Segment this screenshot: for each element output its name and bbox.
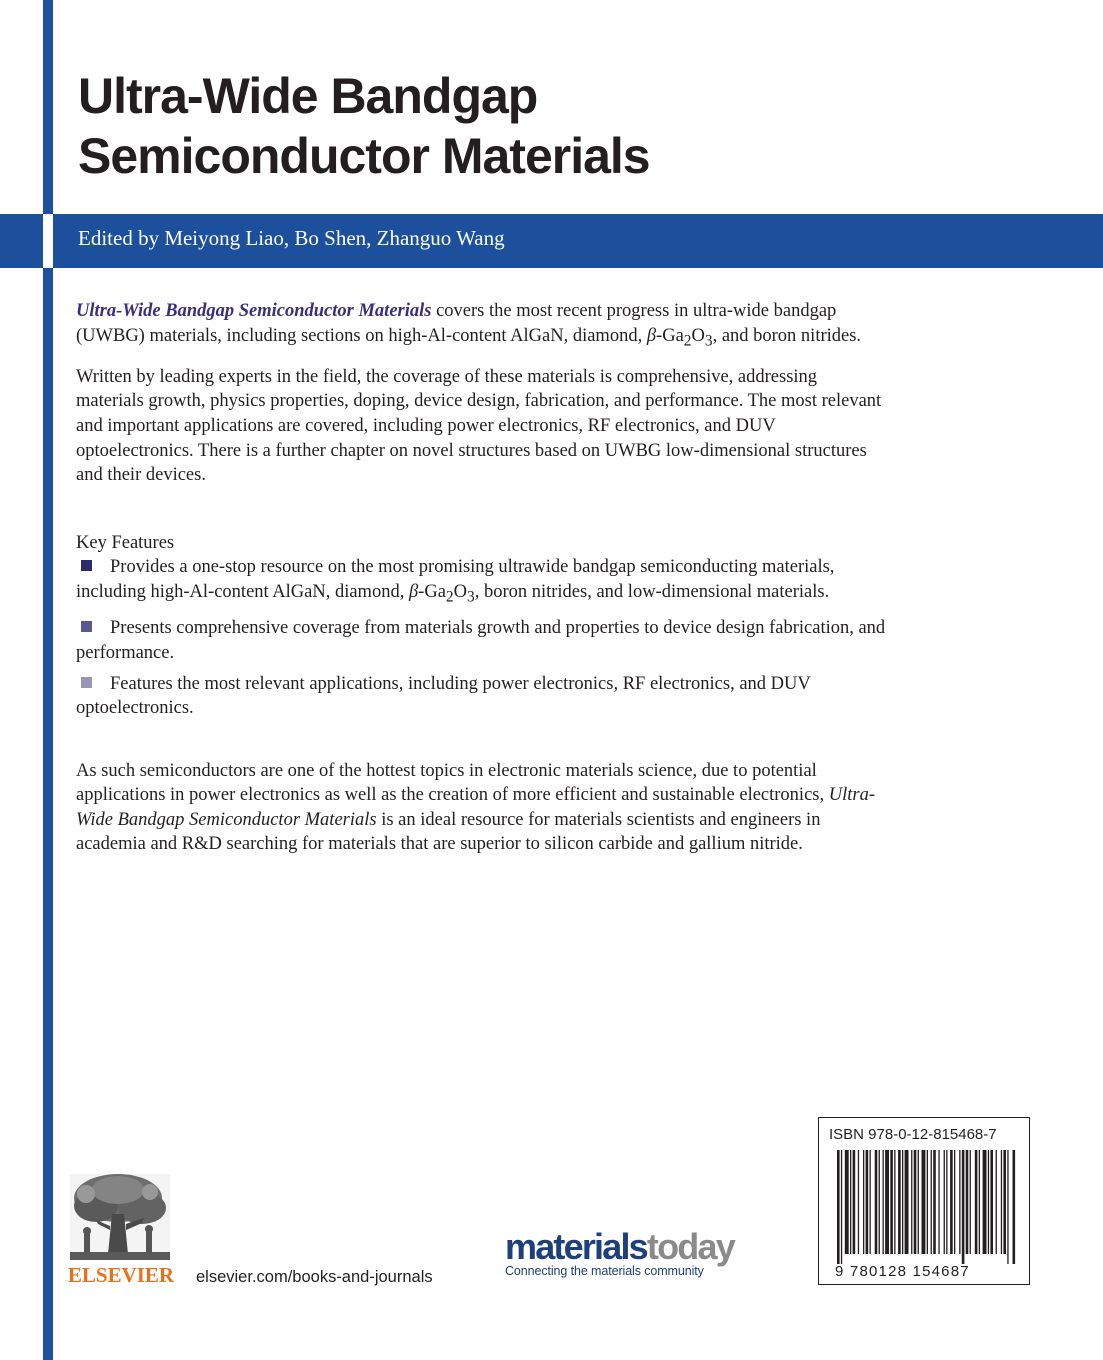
barcode-bar <box>879 1150 880 1254</box>
book-title <box>78 66 650 186</box>
barcode-bar <box>962 1150 965 1264</box>
barcode-bar <box>918 1150 919 1254</box>
barcode-bar <box>1003 1150 1006 1254</box>
intro-paragraph: Ultra-Wide Bandgap Semiconductor Materials covers the most recent progress in ultra-wide bandgap (UWBG) materials, including sections on high-Al-content AlGaN, diamond, $\beta-Ga_2O_3$, and boron nitrides. <box>76 301 862 350</box>
barcode-bar <box>927 1150 928 1254</box>
barcode-bar <box>894 1150 895 1254</box>
barcode-bar <box>979 1150 980 1254</box>
bullet-square-icon <box>81 560 92 571</box>
barcode-bar <box>875 1150 878 1254</box>
book-title-line-1: Ultra-Wide Bandgap <box>78 68 538 124</box>
closing-paragraph: As such semiconductors are one of the hottest topics in electronic materials science, due to potential applications in power electronics as well as the creation of more efficient and sustainable electronics, Ultra-Wide Bandgap Semiconductor Materials is an ideal resource for materials scientists and engineers in academia and R&D searching for materials that are superior to silicon carbide and gallium nitride. <box>76 760 875 855</box>
key-feature-item: Presents comprehensive coverage from materials growth and properties to device design fabrication, and performance. <box>76 618 886 663</box>
barcode-bar <box>996 1150 997 1254</box>
barcode-bar <box>959 1150 960 1254</box>
barcode-bar <box>938 1150 939 1254</box>
barcode-bars <box>837 1150 1015 1264</box>
bullet-square-icon <box>81 621 92 632</box>
barcode-bar <box>922 1150 926 1254</box>
key-feature-item: Features the most relevant applications, including power electronics, RF electronics, and DUV optoelectronics. <box>76 673 811 719</box>
barcode-bar <box>931 1150 932 1254</box>
barcode-bar <box>883 1150 884 1254</box>
barcode-bar <box>837 1150 840 1264</box>
barcode-bar <box>853 1150 856 1254</box>
barcode-bar <box>914 1150 917 1254</box>
band-gap <box>43 214 53 268</box>
editors-line: Edited by Meiyong Liao, Bo Shen, Zhanguo Wang <box>78 226 505 250</box>
barcode-bar <box>988 1150 989 1254</box>
barcode-bar <box>885 1150 889 1254</box>
barcode-bar <box>850 1150 851 1254</box>
barcode-bar <box>954 1150 955 1254</box>
intro-book-title: Ultra-Wide Bandgap Semiconductor Materials <box>76 301 432 321</box>
barcode-bar <box>911 1150 912 1254</box>
barcode-bar <box>975 1150 978 1254</box>
barcode-bar <box>944 1150 945 1254</box>
barcode-bar <box>858 1150 859 1254</box>
key-features-heading: Key Features <box>76 532 175 553</box>
barcode-bar <box>841 1150 842 1264</box>
publisher-url[interactable]: elsevier.com/books-and-journals <box>196 1268 433 1286</box>
barcode-bar <box>983 1150 987 1254</box>
materials-today-wordmark: materialstoday <box>505 1226 734 1267</box>
barcode-digits: 9 780128 154687 <box>835 1263 970 1280</box>
barcode-bar <box>890 1150 893 1254</box>
barcode-bar <box>990 1150 993 1254</box>
elsevier-logo <box>66 1168 176 1295</box>
barcode-bar <box>905 1150 909 1254</box>
barcode-bar <box>946 1150 947 1254</box>
barcode-bar <box>845 1150 849 1254</box>
key-feature-item: Provides a one-stop resource on the most promising ultrawide bandgap semiconducting materials, including high-Al-content AlGaN, diamond, $\beta-Ga_2O_3$, boron nitrides, and low-dimensional materials. <box>76 557 835 606</box>
description <box>76 299 888 857</box>
coverage-paragraph: Written by leading experts in the field, the coverage of these materials is comprehensive, addressing materials growth, physics properties, doping, device design, fabrication, and performance. The most relevant and important applications are covered, including power electronics, RF electronics, and DUV optoelectronics. There is a further chapter on novel structures based on UWBG low-dimensional structures and their devices. <box>76 366 882 486</box>
materials-today-logo <box>505 1228 734 1278</box>
barcode <box>833 1150 1017 1280</box>
barcode-bar <box>970 1150 971 1254</box>
barcode-bar <box>966 1150 969 1254</box>
elsevier-wordmark: ELSEVIER <box>67 1263 175 1287</box>
barcode-bar <box>870 1150 871 1254</box>
barcode-bar <box>866 1150 869 1254</box>
bullet-square-icon <box>81 677 92 688</box>
left-accent-stripe <box>43 0 53 1360</box>
barcode-bar <box>898 1150 901 1254</box>
barcode-bar <box>950 1150 953 1254</box>
barcode-bar <box>1001 1150 1002 1254</box>
barcode-bar <box>1007 1150 1008 1264</box>
barcode-bar <box>902 1150 903 1254</box>
barcode-bar <box>863 1150 864 1254</box>
key-features-list <box>76 555 888 720</box>
book-title-line-2: Semiconductor Materials <box>78 128 650 184</box>
barcode-bar <box>1013 1150 1016 1264</box>
isbn-barcode-box <box>818 1117 1030 1285</box>
isbn-label: ISBN 978-0-12-815468-7 <box>829 1126 997 1143</box>
materials-today-tagline: Connecting the materials community <box>505 1264 704 1278</box>
barcode-bar <box>933 1150 936 1254</box>
closing-book-title: Ultra-Wide Bandgap Semiconductor Materials <box>76 785 875 830</box>
